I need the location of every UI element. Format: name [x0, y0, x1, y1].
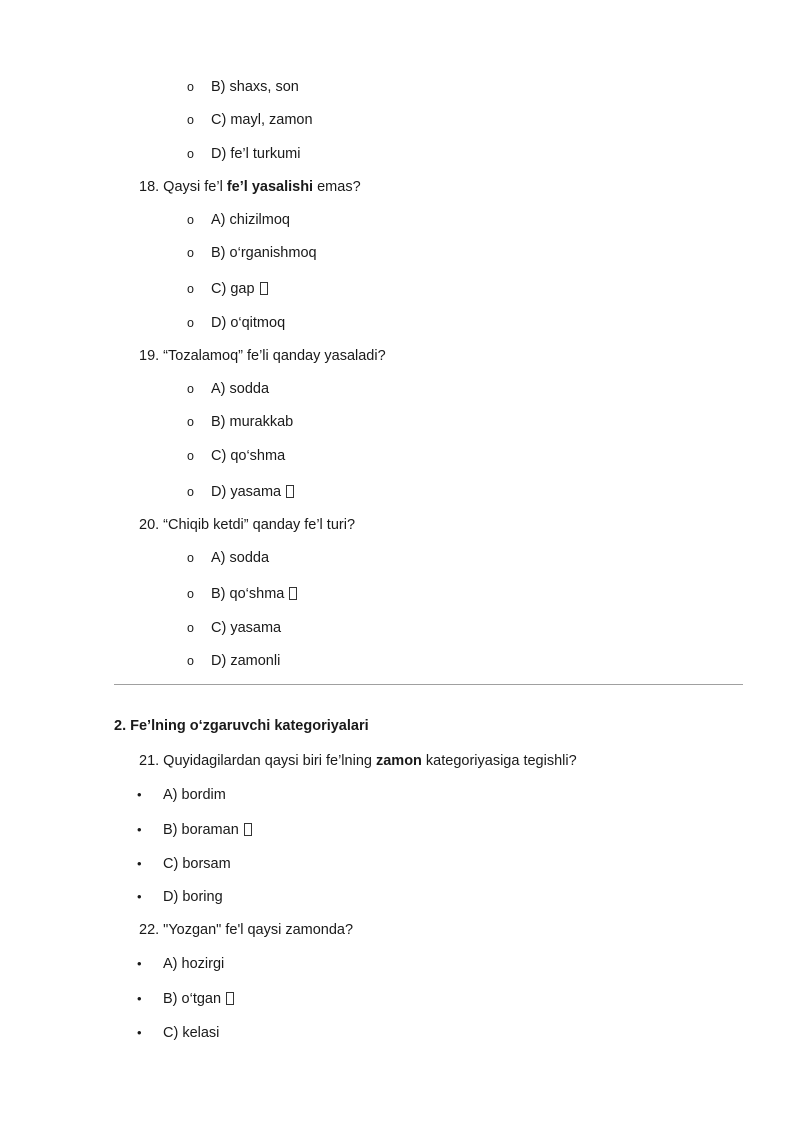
option-text-wrap	[163, 786, 226, 804]
option-text-wrap	[211, 211, 290, 229]
option-text-wrap	[163, 1024, 219, 1042]
option-text: C) yasama	[211, 620, 282, 636]
question-text-part: 21. Quyidagilardan qaysi biri fe’lning	[139, 753, 376, 769]
option-text: C) borsam	[163, 856, 231, 872]
question-text	[139, 516, 355, 534]
option-text-wrap	[211, 244, 317, 262]
question-text	[139, 752, 577, 770]
option-text: D) yasama	[211, 484, 282, 500]
circle-marker-icon: o	[187, 415, 194, 429]
option-text-wrap	[211, 413, 293, 431]
question-text	[139, 347, 386, 365]
option-text: A) sodda	[211, 381, 270, 397]
question-text-part: 19. “Tozalamoq” fe’li qanday yasaladi?	[139, 348, 386, 364]
missing-glyph-icon	[289, 587, 297, 600]
option-text-wrap	[163, 855, 231, 873]
missing-glyph-icon	[226, 992, 234, 1005]
circle-marker-icon: o	[187, 246, 194, 260]
option-text: D) o‘qitmoq	[211, 315, 286, 331]
option-text: B) boraman	[163, 822, 239, 838]
missing-glyph-icon	[260, 282, 268, 295]
option-text-wrap	[211, 619, 281, 637]
option-text: D) boring	[163, 889, 223, 905]
option-text-wrap	[211, 280, 268, 298]
option-text-wrap	[211, 380, 269, 398]
circle-marker-icon: o	[187, 316, 194, 330]
option-text: D) fe’l turkumi	[211, 146, 301, 162]
option-text: B) o‘rganishmoq	[211, 245, 317, 261]
question-text-part: 22. "Yozgan" fe'l qaysi zamonda?	[139, 922, 354, 938]
missing-glyph-icon	[286, 485, 294, 498]
circle-marker-icon: o	[187, 449, 194, 463]
bold-keyword: fe’l yasalishi	[226, 179, 314, 195]
option-text: D) zamonli	[211, 653, 281, 669]
option-text-wrap	[211, 652, 280, 670]
circle-marker-icon: o	[187, 551, 194, 565]
missing-glyph-icon	[244, 823, 252, 836]
option-text-wrap	[211, 145, 300, 163]
option-text-wrap	[163, 821, 252, 839]
circle-marker-icon: o	[187, 282, 194, 296]
section-heading: 2. Fe’lning o‘zgaruvchi kategoriyalari	[114, 718, 369, 734]
option-text: A) hozirgi	[163, 956, 225, 972]
bullet-marker-icon: •	[137, 787, 142, 802]
option-text: B) murakkab	[211, 414, 294, 430]
circle-marker-icon: o	[187, 80, 194, 94]
option-text-wrap	[163, 990, 234, 1008]
circle-marker-icon: o	[187, 587, 194, 601]
option-text-wrap	[211, 78, 299, 96]
bullet-marker-icon: •	[137, 856, 142, 871]
question-text	[139, 921, 353, 939]
option-text-wrap	[211, 447, 285, 465]
horizontal-rule	[114, 684, 743, 685]
question-text-part: 20. “Chiqib ketdi” qanday fe’l turi?	[139, 517, 356, 533]
bullet-marker-icon: •	[137, 956, 142, 971]
option-text-wrap	[211, 314, 285, 332]
option-text-wrap	[211, 549, 269, 567]
question-text-part: emas?	[313, 179, 361, 195]
question-text-part: 18. Qaysi fe’l	[139, 179, 227, 195]
option-text: C) mayl, zamon	[211, 112, 313, 128]
circle-marker-icon: o	[187, 213, 194, 227]
option-text-wrap	[163, 888, 223, 906]
option-text: B) shaxs, son	[211, 79, 299, 95]
circle-marker-icon: o	[187, 147, 194, 161]
bold-keyword: zamon	[375, 753, 422, 769]
option-text: A) sodda	[211, 550, 270, 566]
option-text: B) qo‘shma	[211, 586, 285, 602]
option-text-wrap	[211, 483, 294, 501]
option-text-wrap	[163, 955, 224, 973]
option-text-wrap	[211, 111, 313, 129]
option-text-wrap	[211, 585, 297, 603]
bullet-marker-icon: •	[137, 889, 142, 904]
option-text: C) gap	[211, 281, 255, 297]
circle-marker-icon: o	[187, 382, 194, 396]
option-text: C) kelasi	[163, 1025, 220, 1041]
option-text: A) bordim	[163, 787, 226, 803]
option-text: C) qo‘shma	[211, 448, 286, 464]
question-text	[139, 178, 361, 196]
question-text-part: kategoriyasiga tegishli?	[421, 753, 577, 769]
bullet-marker-icon: •	[137, 822, 142, 837]
bullet-marker-icon: •	[137, 991, 142, 1006]
circle-marker-icon: o	[187, 654, 194, 668]
bullet-marker-icon: •	[137, 1025, 142, 1040]
circle-marker-icon: o	[187, 113, 194, 127]
option-text: B) o‘tgan	[163, 991, 222, 1007]
option-text: A) chizilmoq	[211, 212, 290, 228]
circle-marker-icon: o	[187, 485, 194, 499]
circle-marker-icon: o	[187, 621, 194, 635]
